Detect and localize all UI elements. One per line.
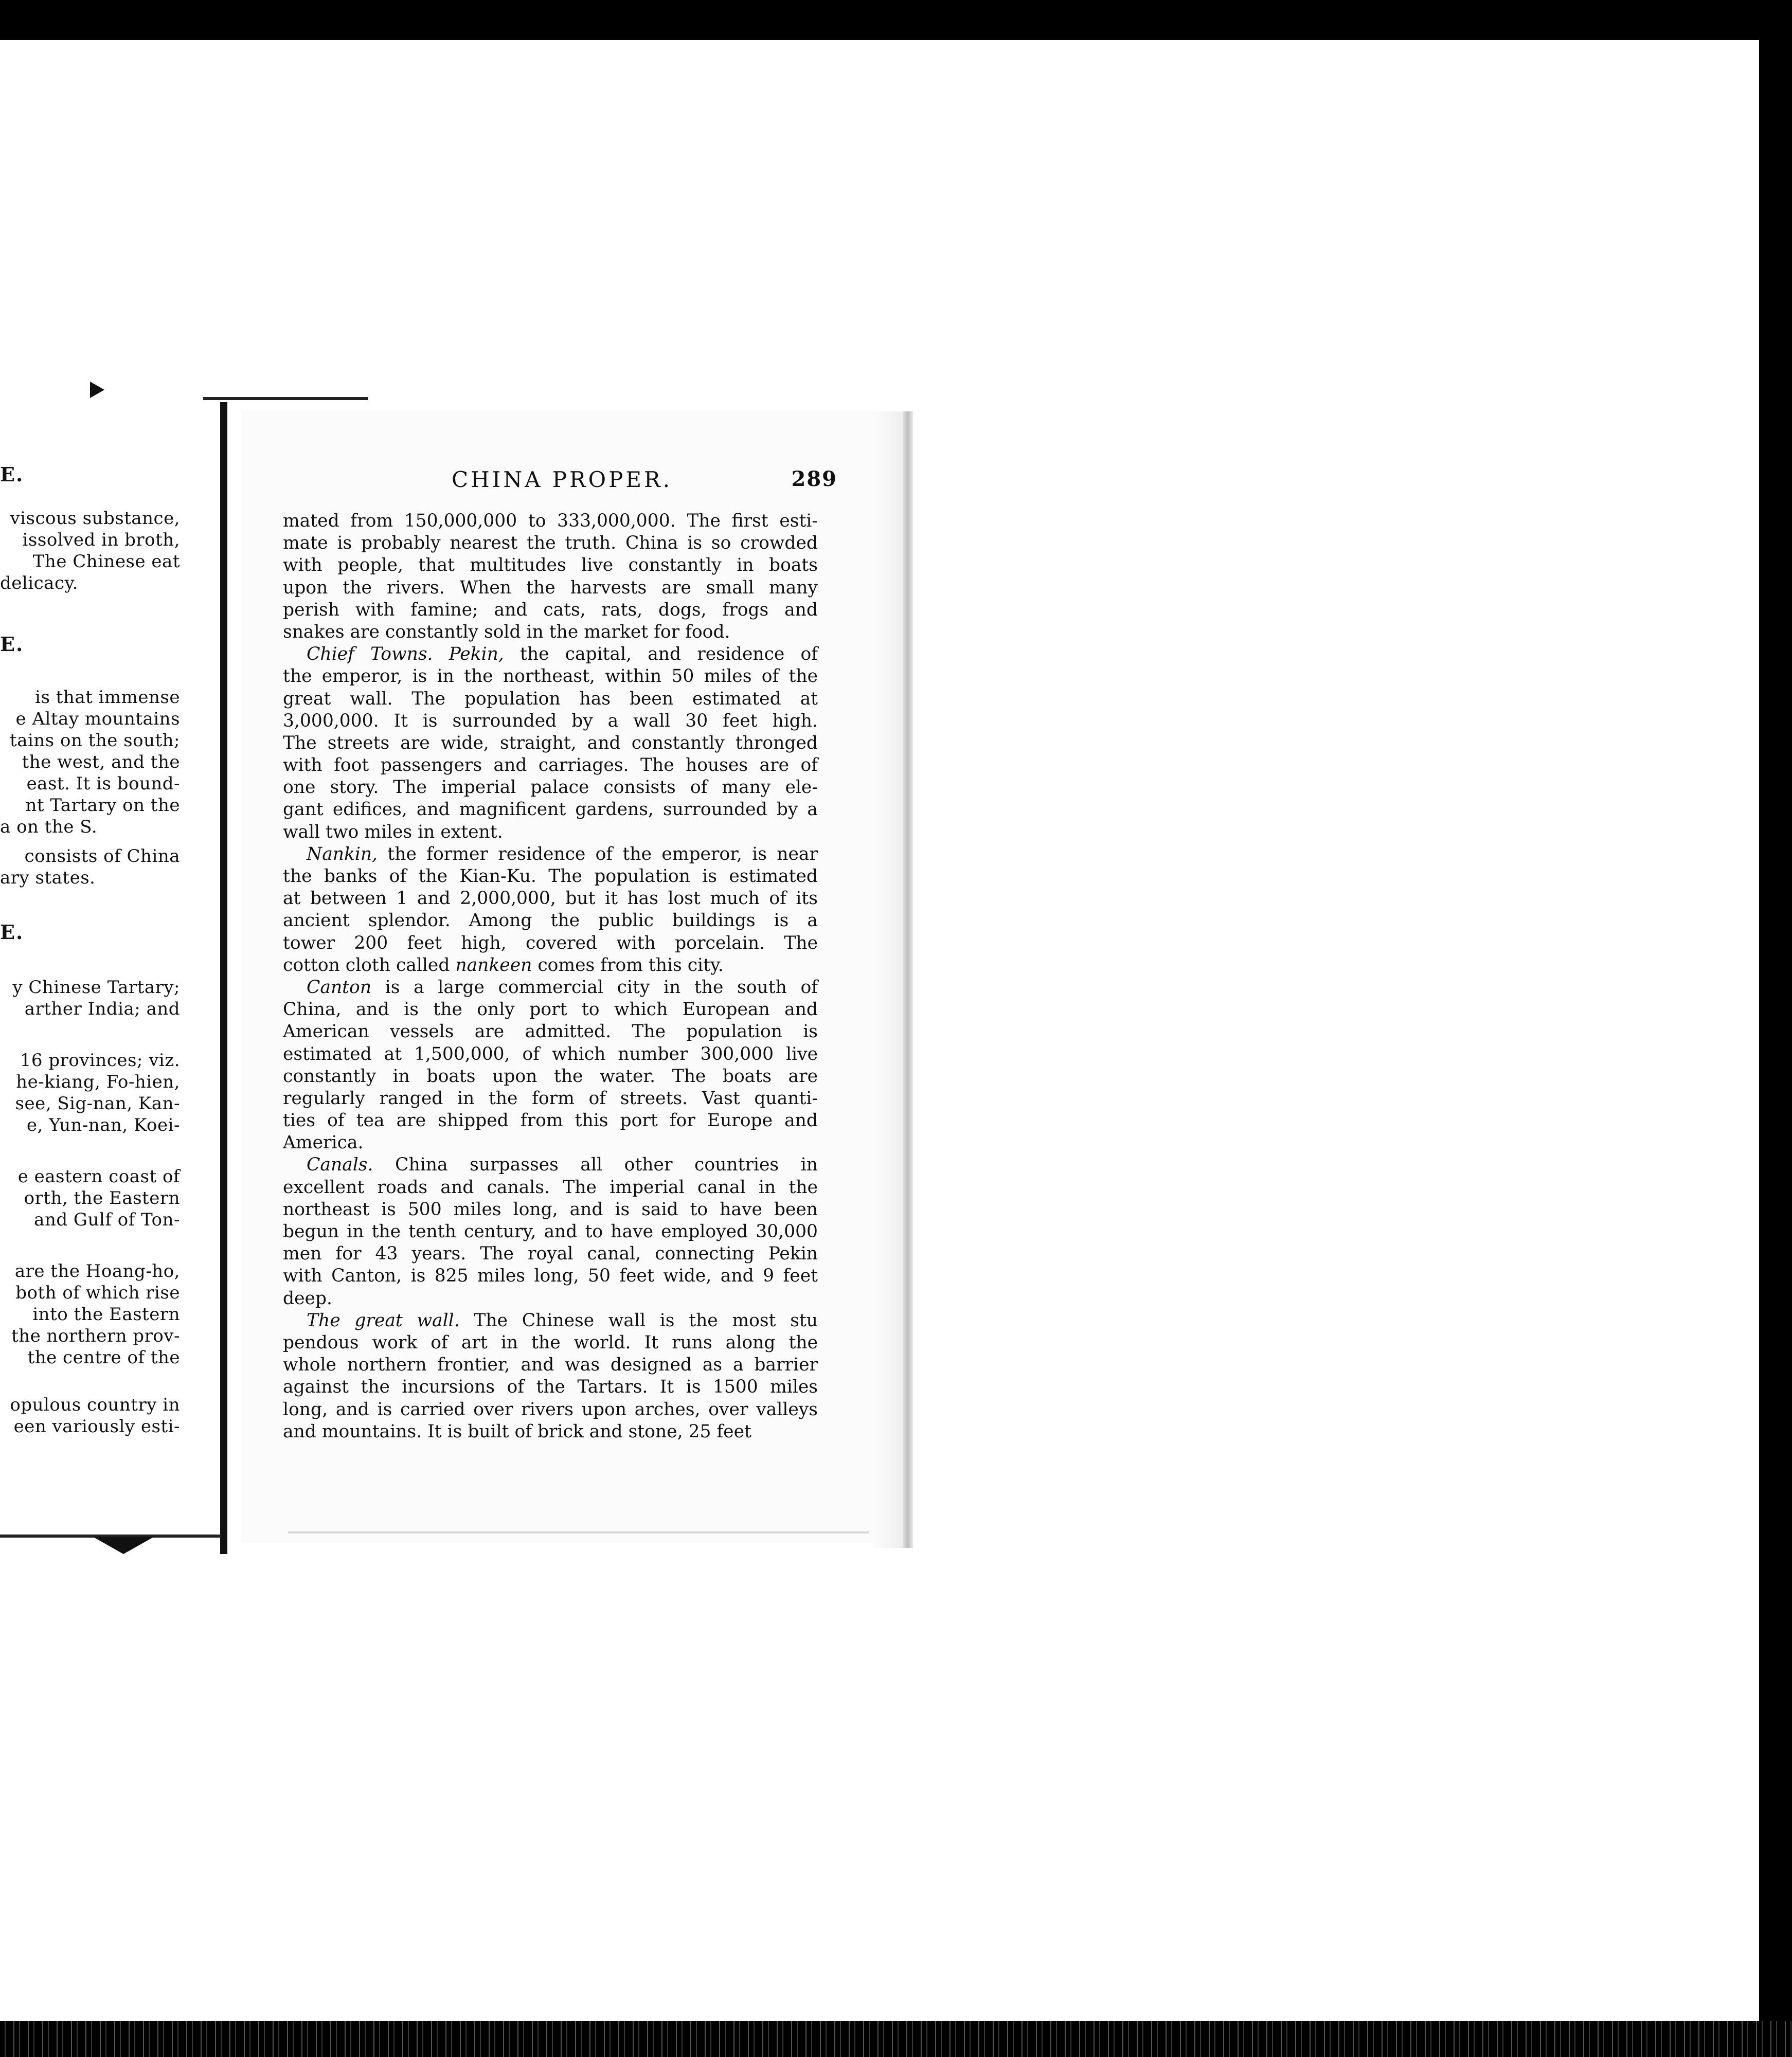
left-text-line: east. It is bound- [26, 773, 180, 794]
text-line: 3,000,000. It is surrounded by a wall 30 feet high. [283, 710, 818, 731]
text-line: great wall. The population has been estimated at [283, 688, 818, 709]
left-text-line: the centre of the [27, 1347, 180, 1368]
text-line: American vessels are admitted. The population is [283, 1021, 818, 1042]
text-line: Chief Towns. Pekin, the capital, and residence of [307, 644, 818, 665]
left-section-head: E. [0, 921, 24, 944]
text-line: ancient splendor. Among the public buildings is a [283, 910, 818, 931]
left-text-line: y Chinese Tartary; [12, 977, 180, 998]
left-text-line: both of which rise [15, 1283, 180, 1303]
text-line: northeast is 500 miles long, and is said to have been [283, 1199, 818, 1220]
text-line: China, and is the only port to which European and [283, 999, 818, 1020]
left-text-line: een variously esti- [13, 1416, 180, 1437]
text-line: gant edifices, and magnificent gardens, surrounded by a [283, 799, 818, 820]
text-line: with people, that multitudes live constantly in boats [283, 555, 818, 576]
left-text-line: e eastern coast of [17, 1166, 180, 1187]
left-text-line: into the Eastern [32, 1304, 180, 1325]
left-text-line: and Gulf of Ton- [34, 1210, 180, 1230]
text-line: excellent roads and canals. The imperial canal in the [283, 1177, 818, 1198]
text-line: mate is probably nearest the truth. China is so crowded [283, 533, 818, 554]
left-text-line: tains on the south; [10, 730, 180, 751]
text-line: wall two miles in extent. [283, 821, 503, 842]
left-text-line: the northern prov- [11, 1326, 180, 1346]
page-edge [903, 411, 913, 1548]
running-head: CHINA PROPER. [452, 467, 672, 492]
text-line: Nankin, the former residence of the emperor, is near [307, 843, 818, 864]
bottom-hook-mark [93, 1537, 154, 1554]
text-line: The streets are wide, straight, and constantly thronged [283, 732, 818, 753]
left-text-line: the west, and the [22, 752, 180, 772]
text-line: upon the rivers. When the harvests are small many [283, 577, 818, 598]
left-text-line: is that immense [35, 687, 180, 708]
left-text-line: issolved in broth, [22, 530, 180, 550]
right-page [242, 411, 880, 1543]
left-text-line: he-kiang, Fo-hien, [16, 1072, 180, 1092]
left-text-line: see, Sig-nan, Kan- [15, 1093, 180, 1114]
text-line: the emperor, is in the northeast, within 50 miles of the [283, 666, 818, 687]
page-edge-shade [874, 411, 903, 1548]
left-text-line: delicacy. [0, 573, 78, 593]
left-text-line: nt Tartary on the [25, 795, 180, 816]
text-line: estimated at 1,500,000, of which number 300,000 live [283, 1043, 818, 1064]
text-line: pendous work of art in the world. It runs along the [283, 1332, 818, 1353]
left-page-fragment [0, 447, 191, 1507]
text-line: tower 200 feet high, covered with porcelain. The [283, 932, 818, 953]
text-line: Canton is a large commercial city in the south of [307, 977, 818, 998]
text-line: men for 43 years. The royal canal, connecting Pekin [283, 1243, 818, 1265]
body-text [283, 510, 818, 1443]
page-marker-arrow [90, 382, 104, 398]
left-text-line: are the Hoang-ho, [14, 1261, 180, 1282]
text-line: America. [283, 1132, 364, 1153]
text-line: cotton cloth called nankeen comes from this city. [283, 954, 724, 976]
left-text-line: viscous substance, [10, 508, 180, 529]
left-text-line: arther India; and [24, 999, 180, 1019]
left-text-line: opulous country in [10, 1395, 180, 1415]
text-line: begun in the tenth century, and to have employed 30,000 [283, 1221, 818, 1242]
left-text-line: ary states. [0, 868, 96, 888]
text-line: one story. The imperial palace consists of many ele- [283, 777, 818, 798]
text-line: with Canton, is 825 miles long, 50 feet wide, and 9 feet [283, 1266, 818, 1287]
left-text-line: a on the S. [0, 817, 98, 837]
left-text-line: e, Yun-nan, Koei- [26, 1115, 180, 1135]
top-rule [203, 397, 368, 400]
page-number: 289 [791, 467, 837, 491]
scanner-border-noise [0, 2021, 1792, 2057]
left-text-line: 16 provinces; viz. [20, 1050, 180, 1071]
text-line: deep. [283, 1288, 332, 1309]
text-line: the banks of the Kian-Ku. The population is estimated [283, 866, 818, 887]
text-line: ties of tea are shipped from this port for Europe and [283, 1110, 818, 1131]
left-text-line: consists of China [24, 846, 180, 867]
left-text-line: e Altay mountains [15, 709, 180, 729]
binding-gutter [220, 402, 227, 1554]
text-line: mated from 150,000,000 to 333,000,000. The first esti- [283, 511, 818, 531]
left-text-line: The Chinese eat [32, 551, 180, 572]
text-line: snakes are constantly sold in the market for food. [283, 621, 730, 642]
faint-rule [288, 1531, 869, 1533]
text-line: long, and is carried over rivers upon arches, over valleys [283, 1399, 818, 1420]
text-line: and mountains. It is built of brick and stone, 25 feet [283, 1421, 751, 1442]
text-line: at between 1 and 2,000,000, but it has lost much of its [283, 888, 818, 909]
text-line: regularly ranged in the form of streets. Vast quanti- [283, 1088, 818, 1109]
text-line: against the incursions of the Tartars. It is 1500 miles [283, 1377, 818, 1398]
text-line: perish with famine; and cats, rats, dogs, frogs and [283, 599, 818, 620]
left-text-line: orth, the Eastern [24, 1188, 180, 1208]
text-line: Canals. China surpasses all other countries in [307, 1154, 818, 1176]
text-line: whole northern frontier, and was designed as a barrier [283, 1355, 818, 1376]
left-section-head: E. [0, 633, 24, 656]
text-line: The great wall. The Chinese wall is the most stu [307, 1310, 818, 1331]
text-line: constantly in boats upon the water. The boats are [283, 1066, 818, 1087]
text-line: with foot passengers and carriages. The houses are of [283, 755, 818, 776]
left-section-head: E. [0, 463, 24, 486]
